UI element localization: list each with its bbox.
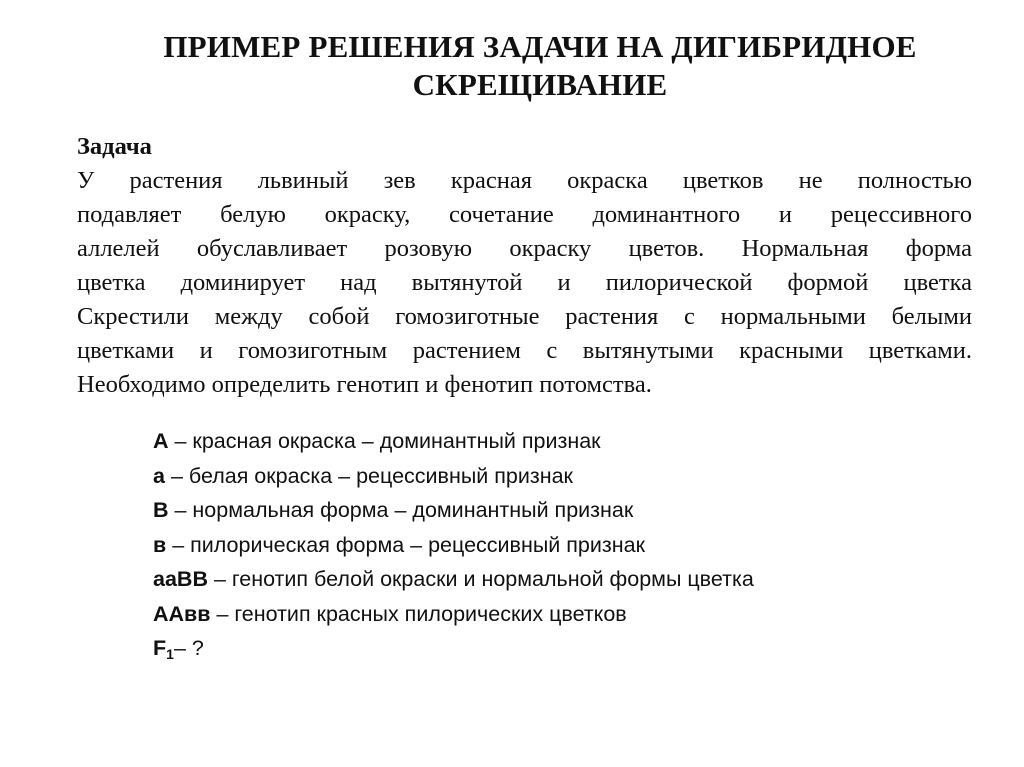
task-line: цветками и гомозиготным растением с вытянутыми красными цветками. <box>77 337 972 364</box>
legend-description: – генотип красных пилорических цветков <box>210 601 627 626</box>
task-heading: Задача <box>77 133 152 160</box>
legend-row <box>153 597 913 632</box>
legend-symbol: ААвв <box>153 601 211 626</box>
legend-symbol: а <box>153 463 165 488</box>
task-line: аллелей обуславливает розовую окраску цветов. Нормальная форма <box>77 235 972 262</box>
task-line: У растения львиный зев красная окраска цветков не полностью <box>77 167 972 194</box>
question-text: – ? <box>173 636 204 660</box>
legend-symbol: В <box>153 498 169 522</box>
task-block <box>77 130 972 402</box>
legend-row <box>153 528 913 563</box>
title-line-2: СКРЕЩИВАНИЕ <box>412 67 668 102</box>
title-line-1: ПРИМЕР РЕШЕНИЯ ЗАДАЧИ НА ДИГИБРИДНОЕ <box>163 29 917 64</box>
legend-description: – пилорическая форма – рецессивный признак <box>166 532 645 557</box>
legend-symbol: в <box>153 532 167 557</box>
legend-description: – белая окраска – рецессивный признак <box>164 463 573 488</box>
legend-row <box>153 459 913 494</box>
allele-legend <box>153 424 913 666</box>
legend-description: – нормальная форма – доминантный признак <box>168 498 634 522</box>
legend-row <box>153 562 913 597</box>
legend-symbol: ааВВ <box>153 567 208 591</box>
legend-symbol: А <box>153 429 169 453</box>
slide-title <box>60 28 1020 104</box>
question-symbol: F <box>153 636 167 660</box>
question-subscript: 1 <box>166 646 174 662</box>
task-line: подавляет белую окраску, сочетание доминантного и рецессивного <box>77 201 972 228</box>
legend-row <box>153 493 913 528</box>
legend-description: – генотип белой окраски и нормальной формы цветка <box>207 567 754 591</box>
task-line: цветка доминирует над вытянутой и пилорической формой цветка <box>77 269 972 296</box>
question-row <box>153 631 913 666</box>
task-line: Необходимо определить генотип и фенотип потомства. <box>77 371 652 398</box>
task-line: Скрестили между собой гомозиготные растения с нормальными белыми <box>77 303 972 330</box>
legend-row <box>153 424 913 459</box>
legend-description: – красная окраска – доминантный признак <box>168 429 601 453</box>
